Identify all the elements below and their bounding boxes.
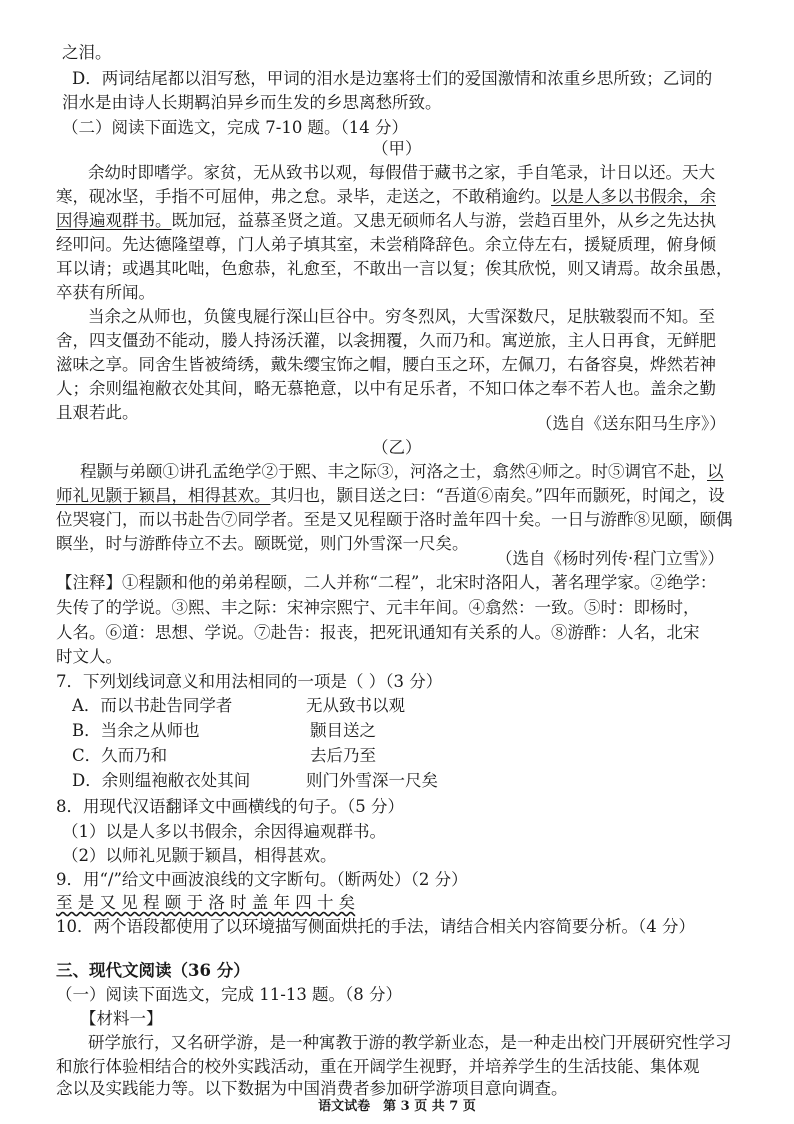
option-d-right: 则门外雪深一尺矣: [306, 771, 438, 790]
underlined-sentence: 以: [707, 462, 724, 481]
material-line: 念以及实践能力等。以下数据为中国消费者参加研学游项目意向调查。: [56, 1079, 568, 1098]
passage-text: 寒，砚冰坚，手指不可屈伸，弗之怠。录毕，走送之，不敢稍逾约。: [56, 187, 551, 206]
question-8-item-2: （2）以师礼见颢于颖昌，相得甚欢。: [62, 846, 337, 865]
passage-line: [56, 210, 716, 232]
material-line: 研学旅行，又名研学游，是一种寓教于游的教学新业态，是一种走出校门开展研究性学习: [88, 1033, 732, 1052]
wavy-underlined-text: 至 是 又 见 程 颐 于 洛 时 盖 年 四 十 矣: [56, 893, 356, 912]
subsection-heading: （一）阅读下面选文，完成 11-13 题。（8 分）: [56, 985, 403, 1004]
annotation-line: 【注释】①程颢和他的弟弟程颐，二人并称“二程”，北宋时洛阳人，著名理学家。②绝学：: [56, 573, 717, 592]
option-d-line: D．两词结尾都以泪写愁，甲词的泪水是边塞将士们的爱国激情和浓重乡思所致；乙词的: [72, 69, 713, 88]
passage-text: 既加冠，益慕圣贤之道。又患无硕师名人与游，尝趋百里外，从乡之先达执: [171, 211, 716, 230]
underlined-sentence: 师礼见颢于颖昌，相得甚欢。: [56, 486, 271, 505]
material-label: 【材料一】: [80, 1009, 163, 1028]
option-c-right: 去后乃至: [310, 746, 376, 765]
option-c-left: C．久而乃和: [72, 746, 168, 765]
passage-text: 其归也，颢目送之曰：“吾道⑥南矣。”四年而颢死，时闻之，设: [270, 486, 725, 505]
passage-a-label: （甲）: [372, 139, 422, 158]
option-a-right: 无从致书以观: [306, 696, 405, 715]
passage-line: [56, 186, 716, 208]
source-citation: （选自《送东阳马生序》）: [536, 414, 726, 433]
question-8-item-1: （1）以是人多以书假余，余因得遍观群书。: [62, 822, 386, 841]
section-three-heading: 三、现代文阅读（36 分）: [56, 961, 250, 980]
passage-line: 当余之从师也，负箧曳屣行深山巨谷中。穷冬烈风，大雪深数尺，足肤皲裂而不知。至: [88, 307, 715, 326]
underlined-sentence: 因得遍观群书。: [56, 211, 172, 230]
option-a-left: A．而以书赴告同学者: [72, 696, 233, 715]
passage-text: 程颢与弟颐①讲孔孟绝学②于熙、丰之际③，河洛之士，翕然④师之。时⑤调官不赴，: [80, 462, 707, 481]
passage-line: 位哭寝门，而以书赴告⑦同学者。至是又见程颐于洛时盖年四十矣。一日与游酢⑧见颐，颐偶: [56, 510, 733, 529]
passage-line: 经叩问。先达德隆望尊，门人弟子填其室，未尝稍降辞色。余立侍左右，援疑质理，俯身倾: [56, 235, 716, 254]
section-heading: （二）阅读下面选文，完成 7-10 题。（14 分）: [62, 118, 409, 137]
passage-line: 人；余则缊袍敝衣处其间，略无慕艳意，以中有足乐者，不知口体之奉不若人也。盖余之勤: [56, 379, 716, 398]
text-line: 泪水是由诗人长期羁泊异乡而生发的乡思离愁所致。: [62, 93, 442, 112]
question-8: 8．用现代汉语翻译文中画横线的句子。（5 分）: [56, 797, 404, 816]
material-line: 和旅行体验相结合的校外实践活动，重在开阔学生视野，并培养学生的生活技能、集体观: [56, 1057, 700, 1076]
text-line: 之泪。: [62, 43, 112, 62]
option-b-left: B．当余之从师也: [72, 721, 200, 740]
option-d-left: D．余则缊袍敝衣处其间: [72, 771, 251, 790]
passage-line: 卒获有所闻。: [56, 283, 155, 302]
question-7: 7．下列划线词意义和用法相同的一项是（ ）（3 分）: [56, 672, 443, 691]
annotation-line: 失传了的学说。③熙、丰之际：宋神宗熙宁、元丰年间。④翕然：一致。⑤时：即杨时，: [56, 598, 700, 617]
passage-line: 瞑坐，时与游酢侍立不去。颐既觉，则门外雪深一尺矣。: [56, 534, 469, 553]
passage-b-label: （乙）: [372, 438, 422, 457]
annotation-line: 人名。⑥道：思想、学说。⑦赴告：报丧，把死讯通知有关系的人。⑧游酢：人名，北宋: [56, 623, 700, 642]
question-9: 9．用“/”给文中画波浪线的文字断句。（断两处）（2 分）: [56, 870, 468, 889]
question-9-wavy-text: [56, 892, 355, 914]
source-citation: （选自《杨时列传·程门立雪》）: [496, 549, 724, 568]
underlined-sentence: 以是人多以书假余，余: [551, 187, 716, 206]
passage-line: [80, 461, 724, 483]
passage-line: 滋味之享。同舍生皆被绮绣，戴朱缨宝饰之帽，腰白玉之环，左佩刀，右备容臭，烨然若神: [56, 355, 716, 374]
passage-line: 舍，四支僵劲不能动，媵人持汤沃灌，以衾拥覆，久而乃和。寓逆旅，主人日再食，无鲜肥: [56, 331, 716, 350]
page-footer: 语文试卷 第 3 页 共 7 页: [318, 1099, 476, 1114]
question-10: 10．两个语段都使用了以环境描写侧面烘托的手法，请结合相关内容简要分析。（4 分）: [56, 917, 695, 936]
option-b-right: 颢目送之: [310, 721, 376, 740]
passage-line: [56, 485, 725, 507]
annotation-line: 时文人。: [56, 647, 122, 666]
passage-line: 耳以请；或遇其叱咄，色愈恭，礼愈至，不敢出一言以复；俟其欣悦，则又请焉。故余虽愚，: [56, 259, 733, 278]
passage-line: 余幼时即嗜学。家贫，无从致书以观，每假借于藏书之家，手自笔录，计日以还。天大: [88, 163, 715, 182]
passage-line: 且艰若此。: [56, 403, 139, 422]
